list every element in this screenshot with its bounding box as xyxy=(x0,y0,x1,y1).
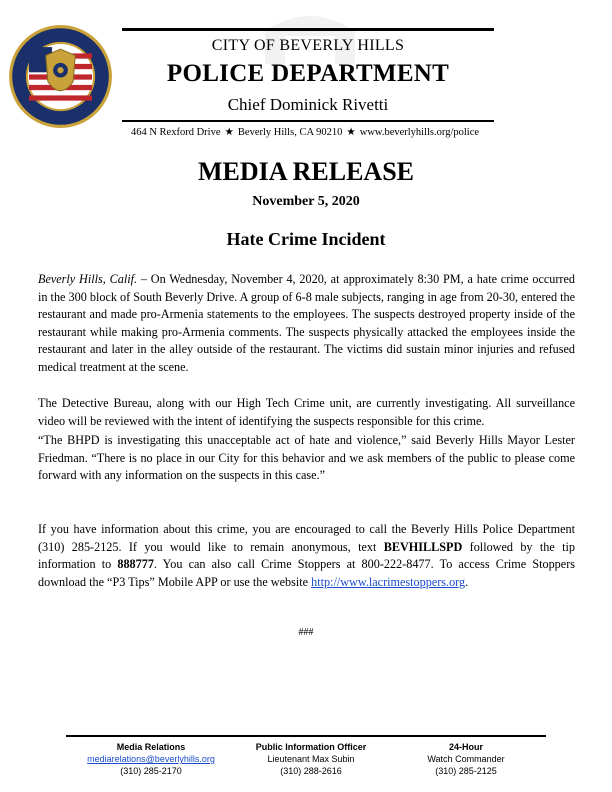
paragraph-mayor-quote: “The BHPD is investigating this unacceptable act of hate and violence,” said Beverly Hills Mayor Lester Friedman. “There is no place in our City for this behavior and we ask members of the public to please come forward with any information on the suspects in this case.” xyxy=(38,433,575,483)
paragraph-incident xyxy=(38,271,575,377)
paragraph-investigation: The Detective Bureau, along with our High Tech Crime unit, are currently investigating. All surveillance video will be reviewed with the intent of identifying the suspects responsible for this crime. xyxy=(38,396,575,428)
footer-heading: Media Relations xyxy=(116,742,186,752)
crime-stoppers-link[interactable]: http://www.lacrimestoppers.org xyxy=(311,574,466,589)
address-street: 464 N Rexford Drive xyxy=(130,127,221,138)
release-title: MEDIA RELEASE xyxy=(198,157,414,186)
footer-heading: Public Information Officer xyxy=(255,742,367,752)
media-relations-email-link[interactable]: mediarelations@beverlyhills.org xyxy=(87,754,215,764)
address-website: www.beverlyhills.org/police xyxy=(359,127,480,138)
footer-rule xyxy=(66,735,546,737)
footer-pio xyxy=(236,741,386,777)
city-name: CITY OF BEVERLY HILLS xyxy=(211,37,405,54)
address-line xyxy=(100,126,510,138)
tip-text-c: . You can also call Crime Stoppers at 800-222-8477. To access Crime Stoppers download the “P3 Tips” Mobile APP or use the website xyxy=(38,557,575,589)
star-icon: ★ xyxy=(224,127,234,138)
tip-text-d: . xyxy=(465,574,469,589)
header-rule-bottom xyxy=(122,120,494,122)
paragraph-incident-text: – On Wednesday, November 4, 2020, at approximately 8:30 PM, a hate crime occurred in the 300 block of South Beverly Drive. A group of 6-8 male subjects, ranging in age from 20-30, entered the restaurant and made pro-Armenia statements to the employees. The suspects destroyed property inside of the restaurant while making pro-Armenia comments. The suspects physically attacked the employees inside the restaurant and later in the alley outside of the restaurant. The victims did sustain minor injuries and refused medical treatment at the scene. xyxy=(38,272,575,374)
watermark-seal xyxy=(255,6,365,66)
dateline: Beverly Hills, Calif. xyxy=(38,272,138,286)
department-name: POLICE DEPARTMENT xyxy=(166,60,450,87)
header-rule-top xyxy=(122,28,494,31)
tip-text-a: If you have information about this crime, you are encouraged to call the Beverly Hills Police Department (310) 285-2125. If you would like to remain anonymous, text xyxy=(38,522,575,554)
police-seal-logo xyxy=(8,24,113,129)
text-keyword: BEVHILLSPD xyxy=(383,539,463,554)
chief-name: Chief Dominick Rivetti xyxy=(227,95,389,114)
footer-contact-name: Watch Commander xyxy=(427,754,505,764)
footer-phone: (310) 285-2170 xyxy=(120,766,182,776)
footer-heading: 24-Hour xyxy=(448,742,483,752)
end-mark: ### xyxy=(298,627,314,638)
footer-contact-name: Lieutenant Max Subin xyxy=(267,754,355,764)
footer-media-relations xyxy=(66,741,236,777)
footer-watch-commander xyxy=(386,741,546,777)
paragraph-tip-info xyxy=(38,521,575,591)
footer-phone: (310) 285-2125 xyxy=(435,766,497,776)
address-city: Beverly Hills, CA 90210 xyxy=(237,127,343,138)
release-date: November 5, 2020 xyxy=(252,194,360,209)
release-headline: Hate Crime Incident xyxy=(226,229,386,249)
tip-text-b: followed by the tip information to xyxy=(38,539,575,572)
star-icon: ★ xyxy=(346,127,356,138)
footer-phone: (310) 288-2616 xyxy=(280,766,342,776)
text-number: 888777 xyxy=(117,557,154,572)
